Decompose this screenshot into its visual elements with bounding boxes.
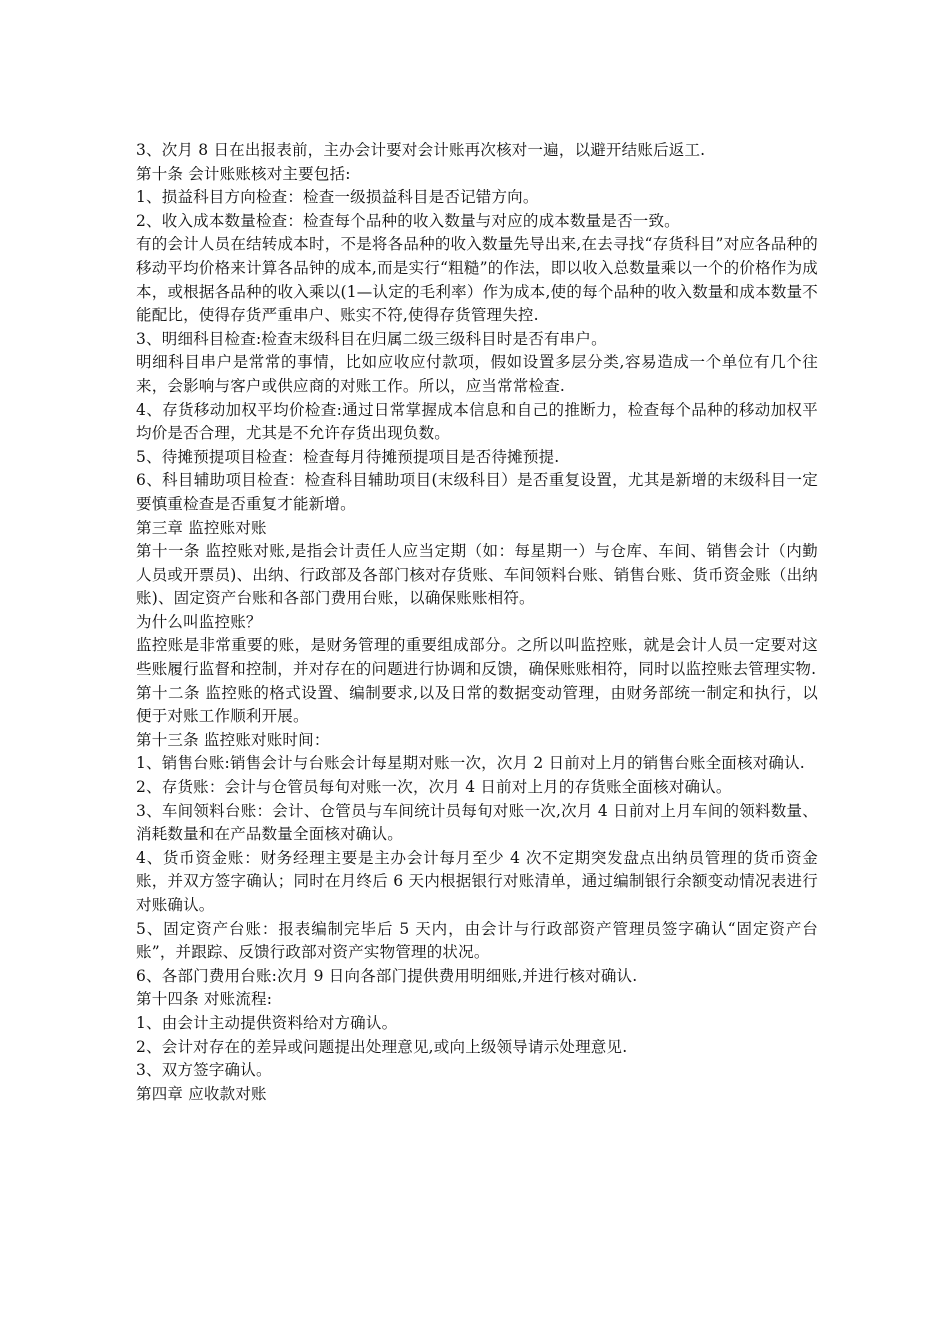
article-14-heading: 第十四条 对账流程: bbox=[136, 990, 273, 1009]
paragraph-18: 2、存货账：会计与仓管员每旬对账一次，次月 4 日前对上月的存货账全面核对确认。 bbox=[136, 778, 732, 797]
paragraph-26: 3、双方签字确认。 bbox=[136, 1061, 272, 1080]
question-heading: 为什么叫监控账？ bbox=[136, 612, 262, 631]
article-10-heading: 第十条 会计账账核对主要包括: bbox=[136, 164, 351, 183]
chapter-4-heading: 第四章 应收款对账 bbox=[136, 1084, 267, 1103]
paragraph-1: 3、次月 8 日在出报表前，主办会计要对会计账再次核对一遍，以避开结账后返工. bbox=[136, 141, 706, 159]
article-11: 第十一条 监控账对账,是指会计责任人应当定期（如：每星期一）与仓库、车间、销售会计（内勤人员或开票员)、出纳、行政部及各部门核对存货账、车间领料台账、销售台账、货币资金账（出纳账)、固定资产台账和各部门费用台账，以确保账账相符。 bbox=[136, 542, 818, 608]
paragraph-4: 2、收入成本数量检查：检查每个品种的收入数量与对应的成本数量是否一致。 bbox=[136, 211, 680, 230]
paragraph-6: 3、明细科目检查:检查末级科目在归属二级三级科目时是否有串户。 bbox=[136, 329, 607, 348]
paragraph-9: 5、待摊预提项目检查：检查每月待摊预提项目是否待摊预提. bbox=[136, 447, 560, 466]
paragraph-14: 监控账是非常重要的账，是财务管理的重要组成部分。之所以叫监控账，就是会计人员一定要对这些账履行监督和控制，并对存在的问题进行协调和反馈，确保账账相符，同时以监控账去管理实物. bbox=[136, 636, 818, 679]
paragraph-24: 1、由会计主动提供资料给对方确认。 bbox=[136, 1013, 398, 1032]
paragraph-8: 4、存货移动加权平均价检查:通过日常掌握成本信息和自己的推断力，检查每个品种的移动加权平均价是否合理，尤其是不允许存货出现负数。 bbox=[136, 400, 818, 443]
paragraph-19: 3、车间领料台账：会计、仓管员与车间统计员每旬对账一次,次月 4 日前对上月车间的领料数量、消耗数量和在产品数量全面核对确认。 bbox=[136, 801, 818, 844]
paragraph-10: 6、科目辅助项目检查：检查科目辅助项目(末级科目）是否重复设置，尤其是新增的末级科目一定要慎重检查是否重复才能新增。 bbox=[136, 471, 818, 513]
paragraph-20: 4、货币资金账：财务经理主要是主办会计每月至少 4 次不定期突发盘点出纳员管理的货币资金账，并双方签字确认；同时在月终后 6 天内根据银行对账清单，通过编制银行余额变动情况表进行对账确认。 bbox=[136, 848, 818, 914]
paragraph-22: 6、各部门费用台账:次月 9 日向各部门提供费用明细账,并进行核对确认. bbox=[136, 966, 638, 985]
paragraph-3: 1、损益科目方向检查：检查一级损益科目是否记错方向。 bbox=[136, 188, 539, 207]
paragraph-17: 1、销售台账:销售会计与台账会计每星期对账一次，次月 2 日前对上月的销售台账全面核对确认. bbox=[136, 754, 805, 773]
paragraph-25: 2、会计对存在的差异或问题提出处理意见,或向上级领导请示处理意见. bbox=[136, 1037, 628, 1056]
document-body bbox=[136, 139, 818, 1106]
article-12: 第十二条 监控账的格式设置、编制要求,以及日常的数据变动管理，由财务部统一制定和执行，以便于对账工作顺利开展。 bbox=[136, 683, 818, 726]
chapter-3-heading: 第三章 监控账对账 bbox=[136, 518, 267, 537]
paragraph-21: 5、固定资产台账：报表编制完毕后 5 天内，由会计与行政部资产管理员签字确认“固定资产台账”，并跟踪、反馈行政部对资产实物管理的状况。 bbox=[136, 919, 818, 962]
article-13-heading: 第十三条 监控账对账时间： bbox=[136, 730, 330, 749]
paragraph-7: 明细科目串户是常常的事情，比如应收应付款项，假如设置多层分类,容易造成一个单位有几个往来，会影响与客户或供应商的对账工作。所以，应当常常检查. bbox=[136, 353, 818, 395]
paragraph-5: 有的会计人员在结转成本时，不是将各品种的收入数量先导出来,在去寻找“存货科目”对应各品种的移动平均价格来计算各品钟的成本,而是实行“粗糙”的作法，即以收入总数量乘以一个的价格作为成本，或根据各品种的收入乘以(1—认定的毛利率）作为成本,使的每个品种的收入数量和成本数量不能配比，使得存货严重串户、账实不符,使得存货管理失控. bbox=[136, 235, 818, 325]
